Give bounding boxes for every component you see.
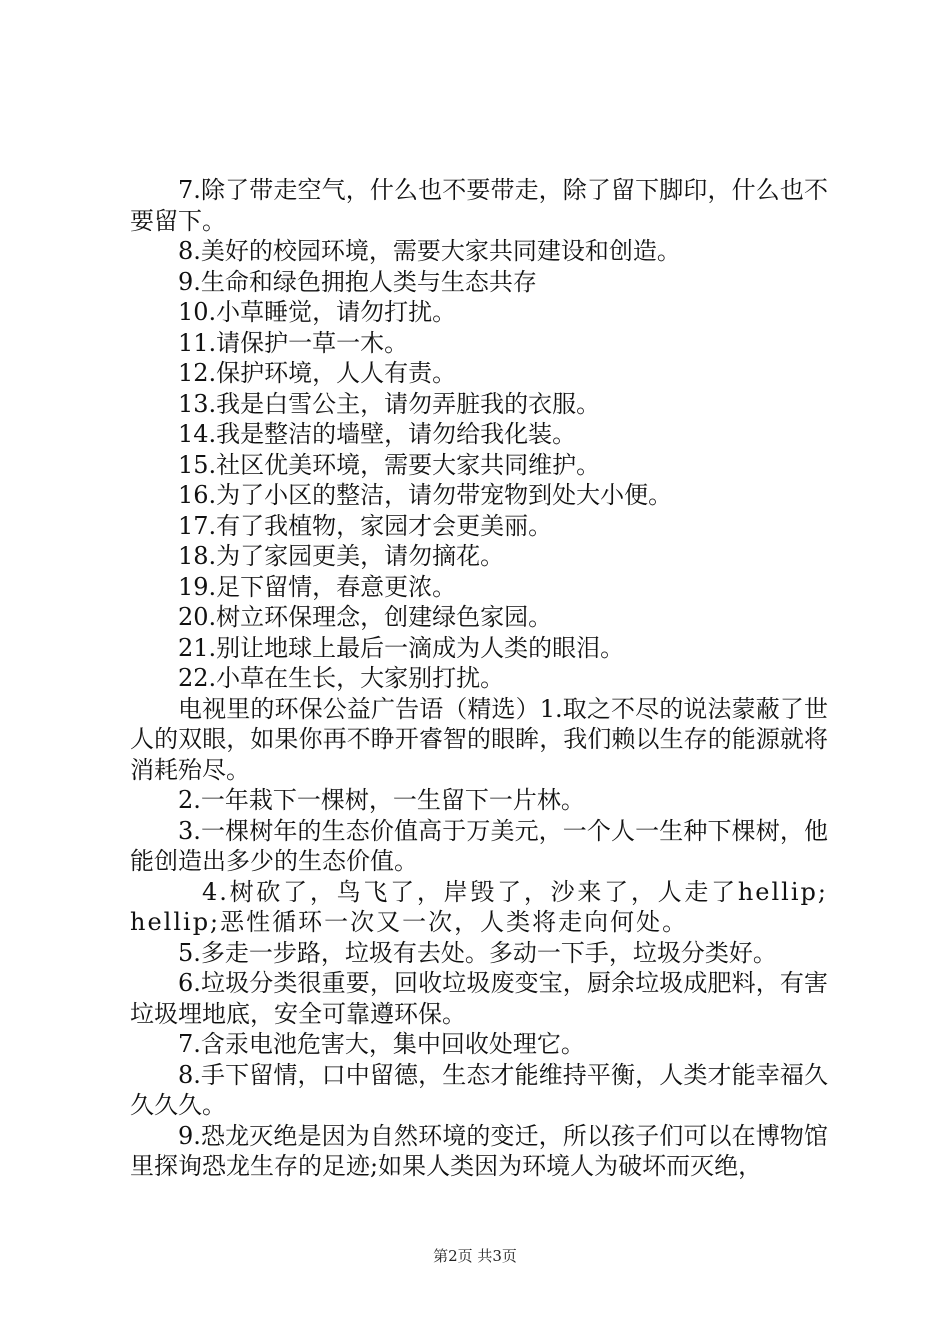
- paragraph: 20.树立环保理念，创建绿色家园。: [178, 603, 553, 631]
- paragraph: 11.请保护一草一木。: [178, 328, 409, 357]
- paragraph: 17.有了我植物，家园才会更美丽。: [178, 511, 553, 540]
- paragraph: 19.足下留情，春意更浓。: [178, 572, 457, 601]
- paragraph: 7.除了带走空气，什么也不要带走，除了留下脚印，什么也不要留下。: [130, 176, 828, 235]
- paragraph: 9.恐龙灭绝是因为自然环境的变迁，所以孩子们可以在博物馆里探询恐龙生存的足迹;如果人类因为环境人为破坏而灭绝，: [130, 1121, 828, 1180]
- paragraph: 8.手下留情，口中留德，生态才能维持平衡，人类才能幸福久久久久。: [130, 1060, 828, 1119]
- paragraph: 电视里的环保公益广告语（精选）1.取之不尽的说法蒙蔽了世人的双眼，如果你再不睁开睿智的眼眸，我们赖以生存的能源就将消耗殆尽。: [130, 694, 828, 784]
- document-body: [130, 175, 828, 1182]
- paragraph: 12.保护环境，人人有责。: [178, 359, 457, 387]
- paragraph: 13.我是白雪公主，请勿弄脏我的衣服。: [178, 389, 601, 418]
- paragraph: 8.美好的校园环境，需要大家共同建设和创造。: [178, 237, 681, 265]
- paragraph: 15.社区优美环境，需要大家共同维护。: [178, 450, 601, 479]
- paragraph: 14.我是整洁的墙壁，请勿给我化装。: [178, 420, 577, 448]
- paragraph: 9.生命和绿色拥抱人类与生态共存: [178, 267, 537, 296]
- paragraph: 4.树砍了，鸟飞了，岸毁了，沙来了，人走了hellip;hellip;恶性循环一次又一次，人类将走向何处。: [130, 877, 828, 936]
- paragraph: 18.为了家园更美，请勿摘花。: [178, 542, 505, 570]
- paragraph: 3.一棵树年的生态价值高于万美元，一个人一生种下棵树，他能创造出多少的生态价值。: [130, 816, 828, 875]
- paragraph: 16.为了小区的整洁，请勿带宠物到处大小便。: [178, 481, 673, 509]
- paragraph: 5.多走一步路，垃圾有去处。多动一下手，垃圾分类好。: [178, 938, 777, 967]
- paragraph: 21.别让地球上最后一滴成为人类的眼泪。: [178, 633, 625, 662]
- paragraph: 10.小草睡觉，请勿打扰。: [178, 298, 457, 326]
- paragraph: 7.含汞电池危害大，集中回收处理它。: [178, 1030, 585, 1058]
- paragraph: 6.垃圾分类很重要，回收垃圾废变宝，厨余垃圾成肥料，有害垃圾埋地底，安全可靠遵环保。: [130, 969, 828, 1028]
- page-footer: 第2页 共3页: [433, 1247, 517, 1265]
- paragraph: 2.一年栽下一棵树，一生留下一片林。: [178, 786, 585, 814]
- paragraph: 22.小草在生长，大家别打扰。: [178, 664, 505, 692]
